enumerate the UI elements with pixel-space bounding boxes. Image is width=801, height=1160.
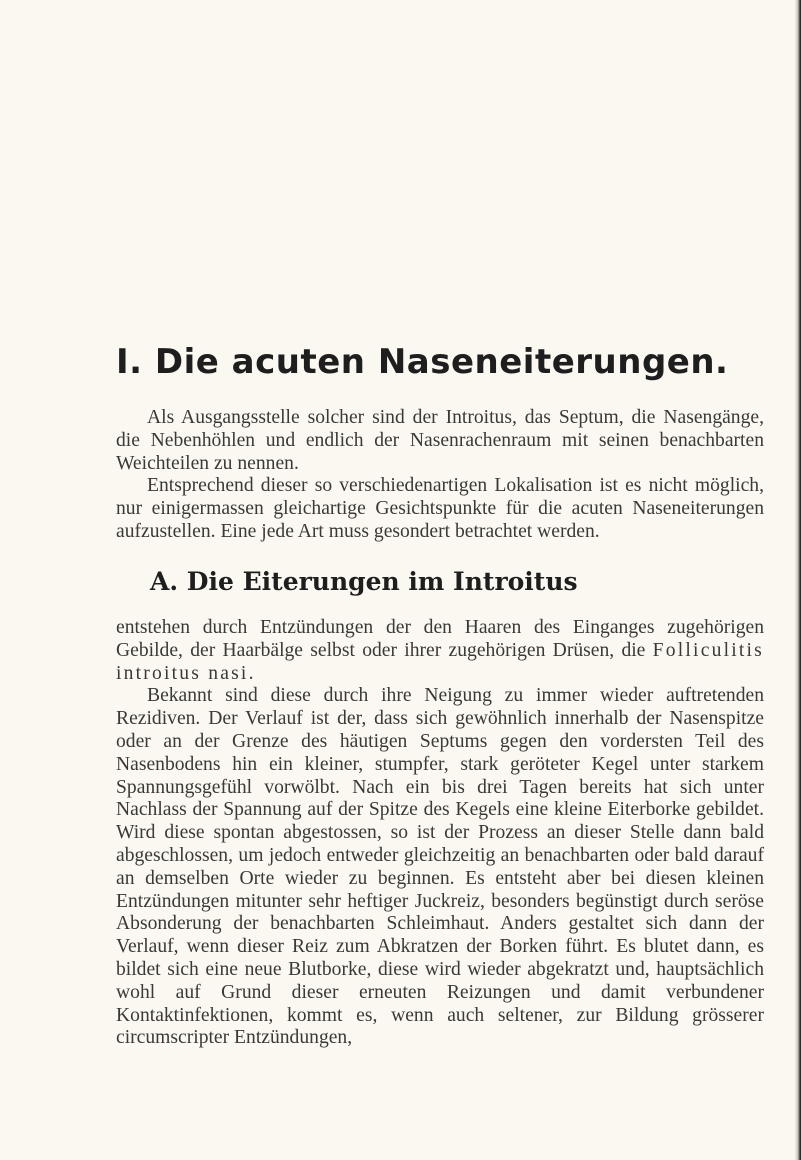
paragraph [116, 617, 764, 685]
paragraph: Entsprechend dieser so verschiedenartigen Lokalisation ist es nicht möglich, nur einigermassen gleichartige Gesichtspunkte für die acuten Naseneiterungen aufzustellen. Eine jede Art muss gesondert betrachtet werden. [116, 475, 764, 542]
chapter-title: I. Die acuten Naseneiterungen. [116, 342, 729, 382]
term-folliculitis: Folliculitis introitus nasi. [116, 639, 764, 684]
section-text [116, 617, 764, 1050]
section-title: A. Die Eiterungen im Introitus [150, 567, 578, 596]
intro-text [116, 407, 764, 544]
paragraph: Bekannt sind diese durch ihre Neigung zu immer wieder auftretenden Rezidiven. Der Verlauf ist der, dass sich gewöhnlich innerhalb der Nasenspitze oder an der Grenze des häutigen Septums gegen den vordersten Teil des Nasenbodens hin ein kleiner, stumpfer, stark geröteter Kegel unter starkem Spannungsgefühl vorwölbt. Nach ein bis drei Tagen bereits hat sich unter Nachlass der Spannung auf der Spitze des Kegels eine kleine Eiterborke gebildet. Wird diese spontan abgestossen, so ist der Prozess an dieser Stelle dann bald abgeschlossen, um jedoch entweder gleichzeitig an benachbarten oder bald darauf an demselben Orte wieder zu beginnen. Es entsteht aber bei diesen kleinen Entzündungen mitunter sehr heftiger Juckreiz, besonders begünstigt durch seröse Absonderung der benachbarten Schleimhaut. Anders gestaltet sich dann der Verlauf, wenn dieser Reiz zum Abkratzen der Borken führt. Es blutet dann, es bildet sich eine neue Blutborke, diese wird wieder abgekratzt und, hauptsächlich wohl auf Grund dieser erneuten Reizungen und damit verbundener Kontaktinfektionen, kommt es, wenn auch seltener, zur Bildung grösserer circumscripter Entzündungen, [116, 685, 764, 1049]
paragraph-text: entstehen durch Entzündungen der den Haaren des Einganges zugehörigen Gebilde, der Haarbälge selbst oder ihrer zugehörigen Drüsen, die [116, 617, 764, 661]
paragraph: Als Ausgangsstelle solcher sind der Introitus, das Septum, die Nasengänge, die Nebenhöhlen und endlich der Nasenrachenraum mit seinen benachbarten Weichteilen zu nennen. [116, 407, 764, 474]
page-edge-shadow [795, 0, 801, 1160]
